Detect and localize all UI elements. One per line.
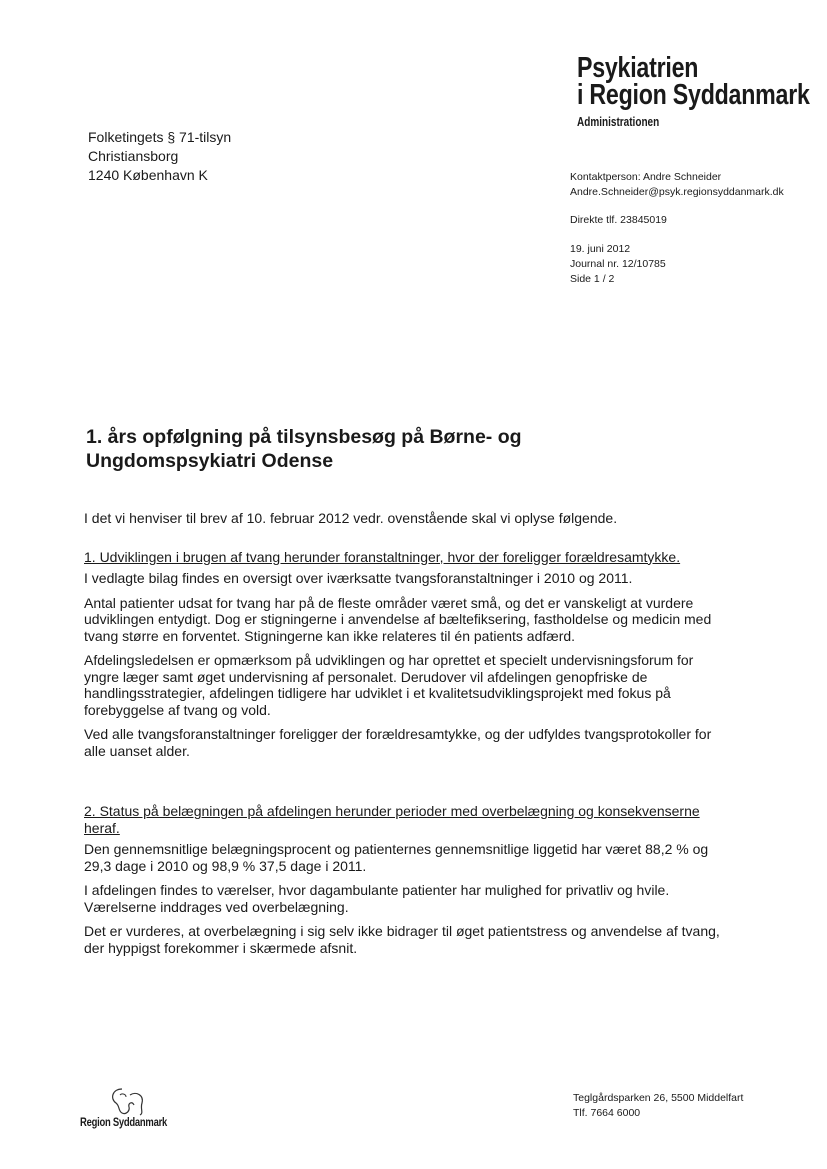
journal-number: Journal nr. 12/10785: [570, 258, 666, 270]
logo-text: Region Syddanmark: [80, 1117, 167, 1129]
footer-address: Teglgårdsparken 26, 5500 Middelfart: [573, 1092, 744, 1104]
contact-person: Kontaktperson: Andre Schneider: [570, 171, 722, 183]
contact-email: Andre.Schneider@psyk.regionsyddanmark.dk: [570, 186, 784, 198]
section2-paragraph: Det er vurderes, at overbelægning i sig selv ikke bidrager til øget patientstress og anvendelse af tvang, der hyppigst forekommer i skærmede afsnit.: [84, 923, 720, 956]
region-logo: [80, 1085, 190, 1129]
letterhead-line1: Psykiatrien: [577, 52, 699, 84]
section1-paragraph: I vedlagte bilag findes en oversigt over iværksatte tvangsforanstaltninger i 2010 og 2011.: [84, 570, 633, 586]
contact-phone: Direkte tlf. 23845019: [570, 214, 667, 226]
footer-phone: Tlf. 7664 6000: [573, 1107, 641, 1119]
letter-body: [84, 510, 724, 964]
recipient-line1: Folketingets § 71-tilsyn: [88, 129, 232, 145]
section1-paragraph: Antal patienter udsat for tvang har på de fleste områder været små, og det er vanskeligt at vurdere udviklingen entydigt. Dog er stigningerne i anvendelse af bæltefiksering, fastholdelse og medicin med tvang større en forventet. Stigningerne kan ikke relateres til én patients adfærd.: [84, 594, 712, 644]
section1-paragraph: Ved alle tvangsforanstaltninger foreligger der forældresamtykke, og der udfyldes tvangsprotokoller for alle uanset alder.: [84, 726, 712, 759]
section1-paragraph: Afdelingsledelsen er opmærksom på udviklingen og har oprettet et specielt undervisningsforum for yngre læger samt øget undervisning af personalet. Derudover vil afdelingen genopfriske de handlingsstrategier, afdelingen tidligere har udviklet i et kvalitetsudviklingsprojekt med fokus på forebyggelse af tvang og vold.: [84, 652, 694, 718]
recipient-line2: Christiansborg: [88, 148, 179, 164]
page-number: Side 1 / 2: [570, 273, 615, 285]
section1-heading: 1. Udviklingen i brugen af tvang herunder foranstaltninger, hvor der foreligger forældresamtykke.: [84, 548, 681, 565]
recipient-address: [88, 128, 231, 185]
letter-title: [86, 425, 522, 473]
letterhead: [577, 52, 810, 129]
letter-date: 19. juni 2012: [570, 243, 631, 255]
letterhead-line2: i Region Syddanmark: [577, 79, 810, 111]
recipient-line3: 1240 København K: [88, 167, 208, 183]
letterhead-department: Administrationen: [577, 115, 660, 129]
section2-paragraph: I afdelingen findes to værelser, hvor dagambulante patienter har mulighed for privatliv og hvile. Værelserne inddrages ved overbelægning.: [84, 882, 670, 915]
title-line2: Ungdomspsykiatri Odense: [86, 450, 334, 472]
title-line1: 1. års opfølgning på tilsynsbesøg på Børne- og: [86, 426, 522, 448]
footer: [573, 1091, 743, 1121]
contact-block: [570, 170, 784, 287]
region-logo-icon: [100, 1085, 160, 1117]
section2-paragraph: Den gennemsnitlige belægningsprocent og patienternes gennemsnitlige liggetid har været 88,2 % og 29,3 dage i 2010 og 98,9 % 37,5 dage i 2011.: [84, 841, 709, 874]
intro-paragraph: I det vi henviser til brev af 10. februar 2012 vedr. ovenstående skal vi oplyse følgende.: [84, 510, 618, 526]
section2-heading: 2. Status på belægningen på afdelingen herunder perioder med overbelægning og konsekvenserne heraf.: [84, 803, 700, 836]
